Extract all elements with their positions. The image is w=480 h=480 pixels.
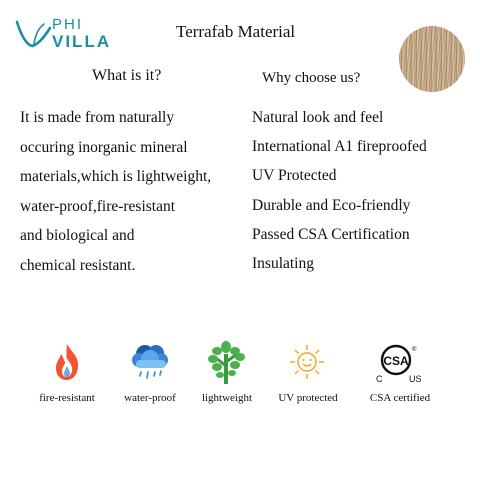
feature-label-water-proof: water-proof (124, 392, 176, 404)
what-heading: What is it? (92, 67, 162, 84)
reason-item: International A1 fireproofed (252, 138, 427, 156)
csa-logo-left-mark: C (376, 374, 383, 384)
description-line: chemical resistant. (20, 256, 136, 274)
feature-label-lightweight: lightweight (201, 392, 253, 404)
feature-label-csa-certified: CSA certified (369, 392, 431, 404)
csa-logo-letters: CSA (383, 354, 409, 368)
page-title: Terrafab Material (176, 22, 296, 41)
csa-logo-icon (374, 342, 426, 386)
description-line: occuring inorganic mineral (20, 138, 188, 156)
reason-item: Natural look and feel (252, 109, 384, 126)
description-text (20, 108, 256, 286)
brand-logo (14, 14, 124, 54)
csa-logo-right-mark: US (409, 374, 422, 384)
reason-item: Passed CSA Certification (252, 225, 410, 243)
description-line: It is made from naturally (20, 109, 175, 126)
reason-item: Insulating (252, 254, 314, 272)
svg-text:®: ® (412, 347, 417, 353)
feature-label-uv-protected: UV protected (278, 392, 338, 404)
description-line: materials,which is lightweight, (20, 168, 212, 186)
brand-name-line1: PHI (52, 16, 84, 33)
feature-label-fire-resistant: fire-resistant (39, 392, 95, 404)
rain-cloud-icon (128, 340, 172, 384)
description-line: water-proof,fire-resistant (20, 197, 176, 215)
tree-icon (205, 340, 247, 386)
brand-name-line2: VILLA (52, 32, 112, 51)
reason-item: UV Protected (252, 167, 337, 185)
flame-icon (51, 342, 83, 384)
reason-item: Durable and Eco-friendly (252, 196, 411, 214)
reasons-list (252, 108, 474, 283)
material-swatch-image (399, 26, 465, 92)
brand-mark-icon (14, 14, 54, 54)
description-line: and biological and (20, 227, 135, 245)
why-heading: Why choose us? (262, 70, 361, 86)
sun-icon (288, 343, 326, 381)
